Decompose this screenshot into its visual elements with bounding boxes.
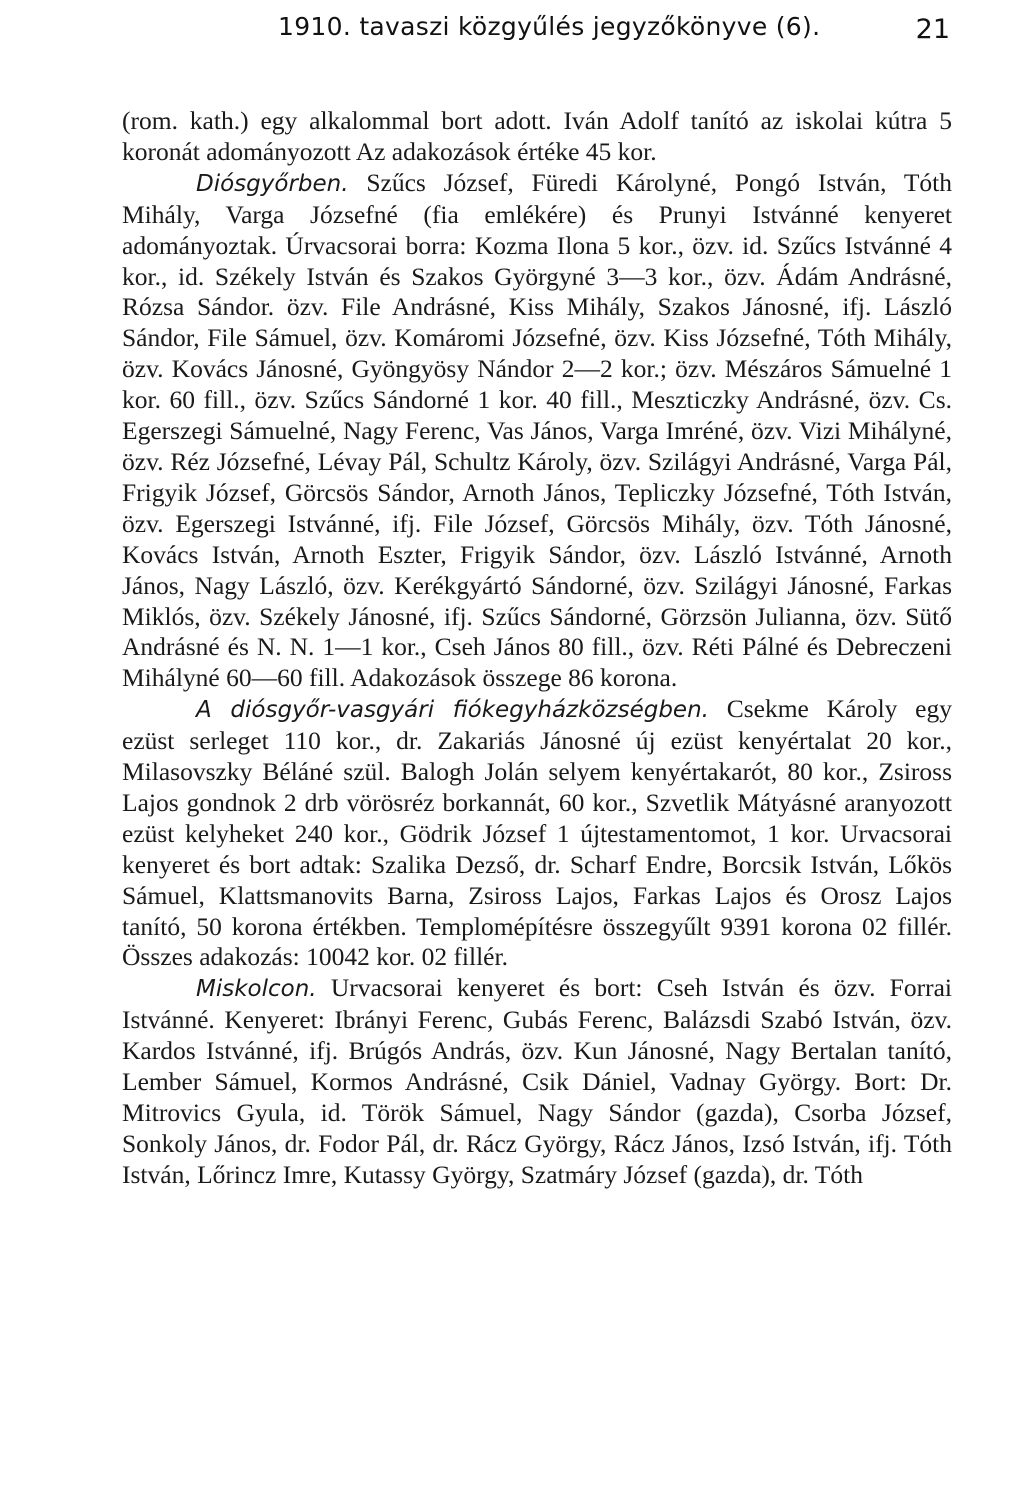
header-title: 1910. tavaszi közgyűlés jegyzőkönyve (6). [278, 12, 821, 41]
paragraph [122, 106, 952, 168]
place-heading: Miskolcon. [196, 976, 317, 1003]
paragraph [122, 973, 952, 1190]
paragraph-text: (rom. kath.) egy alkalommal bort adott. Iván Adolf tanító az iskolai kútra 5 koronát adományozott Az adakozások értéke 45 kor. [122, 106, 952, 166]
body-text [122, 106, 952, 1191]
paragraph-text: Szűcs József, Füredi Károlyné, Pongó István, Tóth Mihály, Varga Józsefné (fia emlékére) és Prunyi Istvánné kenyeret adományoztak. Úrvacsorai borra: Kozma Ilona 5 kor., özv. id. Szűcs Istvánné 4 kor., id. Székely István és Szakos Györgyné 3—3 kor., özv. Ádám Andrásné, Rózsa Sándor. özv. File Andrásné, Kiss Mihály, Szakos Jánosné, ifj. László Sándor, File Sámuel, özv. Komáromi Józsefné, özv. Kiss Józsefné, Tóth Mihály, özv. Kovács Jánosné, Gyöngyösy Nándor 2—2 kor.; özv. Mészáros Sámuelné 1 kor. 60 fill., özv. Szűcs Sándorné 1 kor. 40 fill., Meszticzky Andrásné, özv. Cs. Egerszegi Sámuelné, Nagy Ferenc, Vas János, Varga Imréné, özv. Vizi Mihályné, özv. Réz Józsefné, Lévay Pál, Schultz Károly, özv. Szilágyi Andrásné, Varga Pál, Frigyik József, Görcsös Sándor, Arnoth János, Tepliczky Józsefné, Tóth István, özv. Egerszegi Istvánné, ifj. File József, Görcsös Mihály, özv. Tóth Jánosné, Kovács István, Arnoth Eszter, Frigyik Sándor, özv. László Istvánné, Arnoth János, Nagy László, özv. Kerékgyártó Sándorné, özv. Szilágyi Jánosné, Farkas Miklós, özv. Székely Jánosné, ifj. Szűcs Sándorné, Görzsön Julianna, özv. Sütő Andrásné és N. N. 1—1 kor., Cseh János 80 fill., özv. Réti Pálné és Debreczeni Mihályné 60—60 fill. Adakozások összege 86 korona. [122, 167, 952, 693]
place-heading: A diósgyőr-vasgyári fiókegyházközségben. [196, 697, 709, 724]
paragraph-text: Urvacsorai kenyeret és bort: Cseh István és özv. Forrai Istvánné. Kenyeret: Ibrányi Ferenc, Gubás Ferenc, Balázsdi Szabó István, özv. Kardos Istvánné, ifj. Brúgós András, özv. Kun Jánosné, Nagy Bertalan tanító, Lember Sámuel, Kormos Andrásné, Csik Dániel, Vadnay György. Bort: Dr. Mitrovics Gyula, id. Török Sámuel, Nagy Sándor (gazda), Csorba József, Sonkoly János, dr. Fodor Pál, dr. Rácz György, Rácz János, Izsó István, ifj. Tóth István, Lőrincz Imre, Kutassy György, Szatmáry József (gazda), dr. Tóth [122, 973, 952, 1189]
paragraph [122, 694, 952, 973]
paragraph [122, 168, 952, 694]
place-heading: Diósgyőrben. [196, 170, 349, 197]
paragraph-text: Csekme Károly egy ezüst serleget 110 kor., dr. Zakariás Jánosné új ezüst kenyértalat 20 kor., Milasovszky Béláné szül. Balogh Jolán selyem kenyértakarót, 80 kor., Zsiross Lajos gondnok 2 drb vörösréz borkannát, 60 kor., Szvetlik Mátyásné aranyozott ezüst kelyheket 240 kor., Gödrik József 1 újtestamentomot, 1 kor. Urvacsorai kenyeret és bort adtak: Szalika Dezső, dr. Scharf Endre, Borcsik István, Lőkös Sámuel, Klattsmanovits Barna, Zsiross Lajos, Farkas Lajos és Orosz Lajos tanító, 50 korona értékben. Templomépítésre összegyűlt 9391 korona 02 fillér. Összes adakozás: 10042 kor. 02 fillér. [122, 694, 952, 972]
page-number: 21 [915, 14, 950, 45]
running-header [120, 12, 950, 62]
